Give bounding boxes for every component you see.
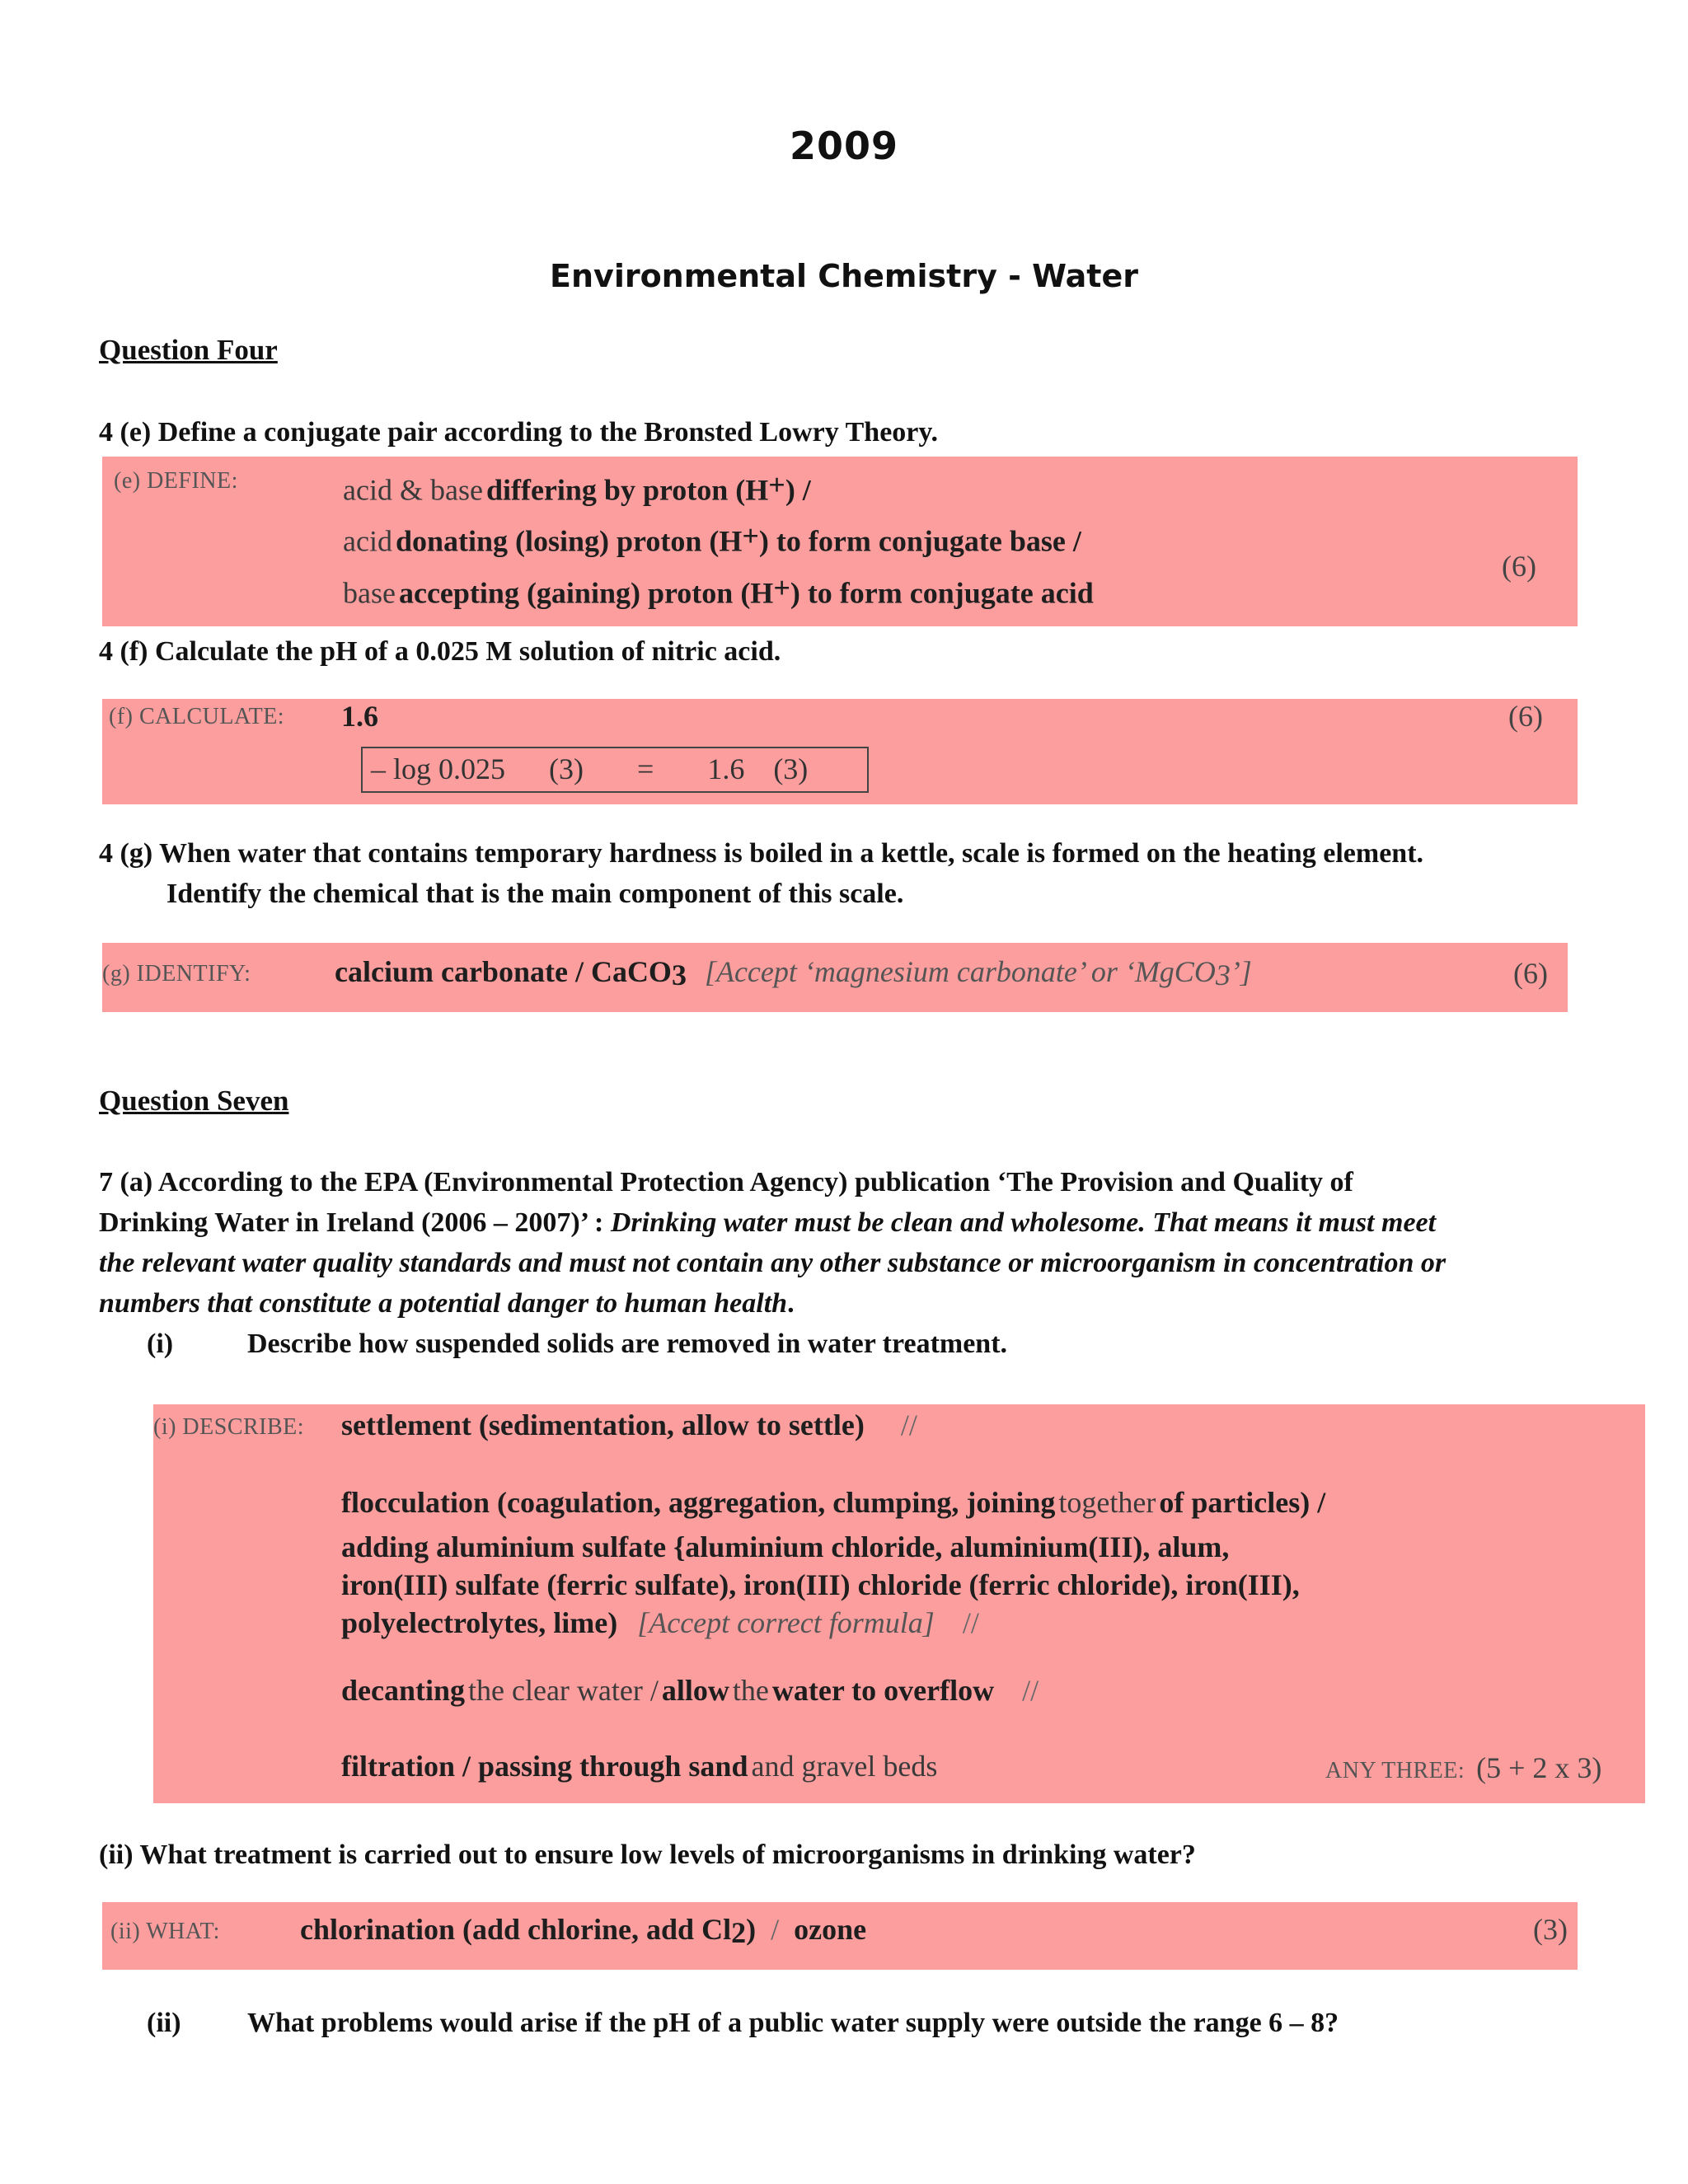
answer-point-4: filtration / passing through sand and gravel beds bbox=[341, 1750, 938, 1783]
answer-label-identify: (g) IDENTIFY: bbox=[102, 961, 251, 987]
question-seven-heading: Question Seven bbox=[99, 1085, 289, 1117]
question-7a-i: Describe how suspended solids are removed in water treatment. bbox=[247, 1329, 1008, 1359]
answer-box-4f bbox=[102, 699, 1578, 804]
question-7a-ii2-number: (ii) bbox=[147, 2008, 181, 2038]
marks-4f: (6) bbox=[1508, 700, 1543, 733]
answer-point-1: settlement (sedimentation, allow to settle) // bbox=[341, 1408, 917, 1441]
page-year: 2009 bbox=[789, 124, 899, 168]
answer-label-define: (e) DEFINE: bbox=[114, 468, 238, 494]
answer-4e-line-2: acid donating (losing) proton (H+) to form conjugate base / bbox=[343, 519, 1081, 558]
answer-box-7a-ii bbox=[102, 1902, 1578, 1970]
question-4e: 4 (e) Define a conjugate pair according to the Bronsted Lowry Theory. bbox=[99, 417, 939, 448]
answer-4e-line-3: base accepting (gaining) proton (H+) to form conjugate acid bbox=[343, 570, 1094, 609]
answer-box-4e bbox=[102, 457, 1578, 626]
question-7a-ii: (ii) What treatment is carried out to ensure low levels of microorganisms in drinking water? bbox=[99, 1840, 1196, 1870]
working-log: – log 0.025 bbox=[371, 752, 506, 785]
answer-4g-text: calcium carbonate / CaCO$_3$ [Accept ‘magnesium carbonate’ or ‘MgCO$_3$’] bbox=[335, 955, 1252, 992]
marks-7a-ii: (3) bbox=[1533, 1913, 1568, 1946]
working-value: 1.6 bbox=[707, 752, 745, 785]
answer-4e-text bbox=[343, 465, 1094, 619]
working-equals: = bbox=[637, 752, 654, 785]
answer-4e-line-1: acid & base differing by proton (H+) / bbox=[343, 468, 811, 507]
answer-label-describe: (i) DESCRIBE: bbox=[153, 1414, 305, 1440]
marks-7a-i: ANY THREE: (5 + 2 x 3) bbox=[1325, 1751, 1602, 1784]
answer-4f-value: 1.6 bbox=[341, 700, 378, 733]
working-mark-2: (3) bbox=[773, 752, 809, 785]
question-7a-i-number: (i) bbox=[147, 1329, 174, 1359]
question-four-heading: Question Four bbox=[99, 334, 278, 366]
page-subject-title: Environmental Chemistry - Water bbox=[550, 258, 1138, 294]
answer-box-4g bbox=[102, 943, 1568, 1012]
working-box-4f bbox=[361, 747, 869, 793]
answer-point-2: flocculation (coagulation, aggregation, clumping, joining together of particles) / adding aluminium sulfate {aluminium chloride, aluminium(III), alum, iron(III) sulfate (ferric sulfate), iron(III) chloride (ferric chloride), iron(III), polyelectrolytes, lime) [Accept correct formula] // bbox=[341, 1486, 1326, 1639]
question-4g-line-1: 4 (g) When water that contains temporary hardness is boiled in a kettle, scale is formed on the heating element. bbox=[99, 838, 1424, 869]
working-mark-1: (3) bbox=[549, 752, 584, 785]
answer-point-3: decanting the clear water / allow the water to overflow // bbox=[341, 1674, 1039, 1707]
question-4g-line-2: Identify the chemical that is the main component of this scale. bbox=[166, 879, 904, 909]
answer-box-7a-i bbox=[153, 1404, 1645, 1803]
question-7a-ii2: What problems would arise if the pH of a public water supply were outside the range 6 – 8? bbox=[247, 2008, 1339, 2038]
answer-label-what: (ii) WHAT: bbox=[110, 1919, 220, 1944]
question-7a-intro: 7 (a) According to the EPA (Environmental Protection Agency) publication ‘The Provision and Quality of Drinking Water in Ireland (2006 – 2007)’ : Drinking water must be clean and wholesome. That means it must meet the relevant water quality standards and must not contain any other substance or microorganism in concentration or numbers that constitute a potential danger to human health. bbox=[99, 1167, 1447, 1319]
marks-4g: (6) bbox=[1513, 957, 1548, 990]
answer-7a-ii-text: chlorination (add chlorine, add $Cl_2$) / ozone bbox=[300, 1913, 867, 1950]
question-4f: 4 (f) Calculate the pH of a 0.025 M solution of nitric acid. bbox=[99, 636, 781, 667]
marks-4e: (6) bbox=[1502, 550, 1536, 583]
answer-label-calculate: (f) CALCULATE: bbox=[109, 704, 285, 729]
